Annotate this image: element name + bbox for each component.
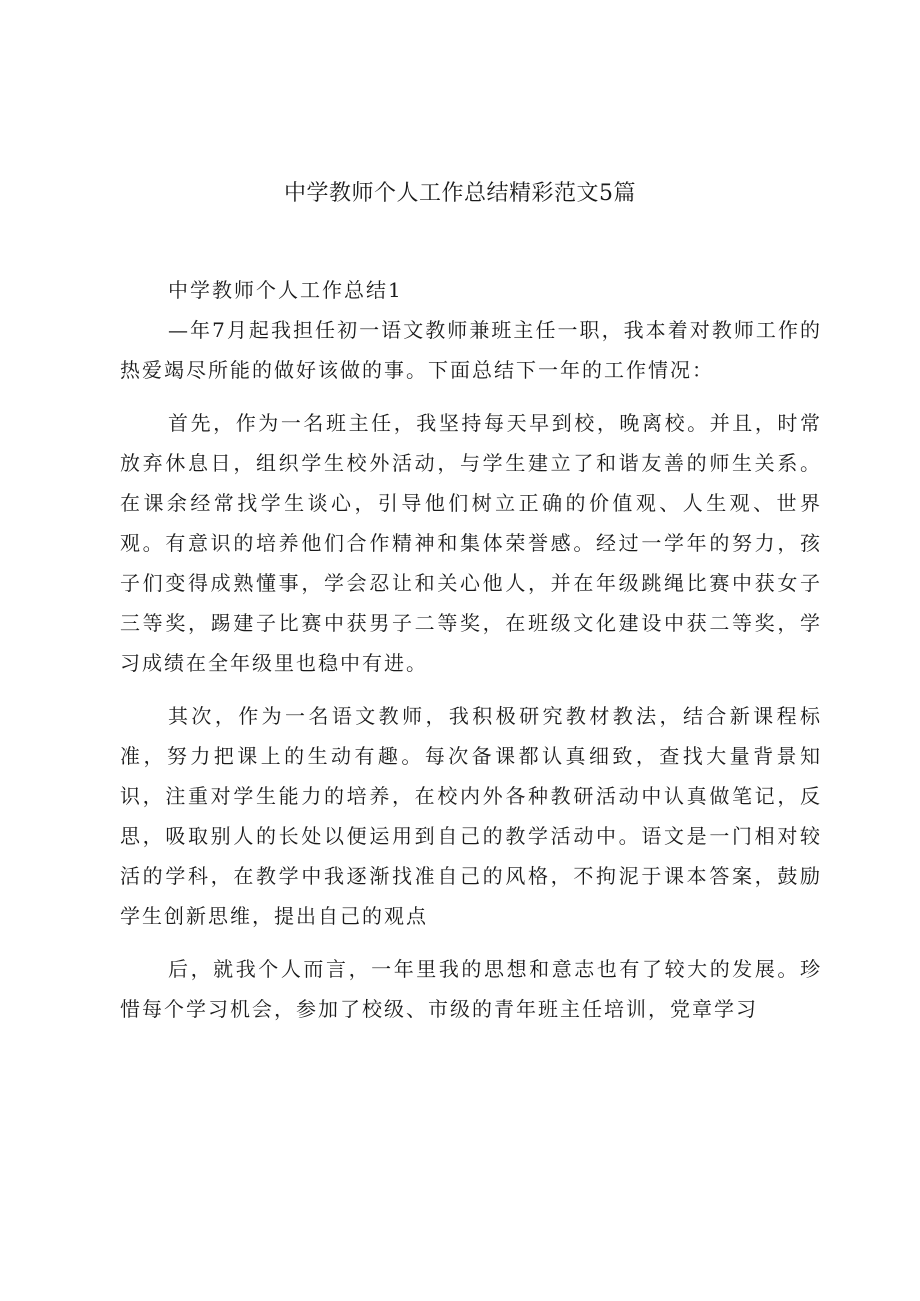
paragraph-class-teacher: 首先，作为一名班主任，我坚持每天早到校，晚离校。并且，时常放弃休息日，组织学生校外活动，与学生建立了和谐友善的师生关系。在课余经常找学生谈心，引导他们树立正确的价值观、人生观、世界观。有意识的培养他们合作精神和集体荣誉感。经过一学年的努力，孩子们变得成熟懂事，学会忍让和关心他人，并在年级跳绳比赛中获女子三等奖，踢建子比赛中获男子二等奖，在班级文化建设中获二等奖，学习成绩在全年级里也稳中有进。 (120, 411, 822, 675)
paragraph-personal-growth: 后，就我个人而言，一年里我的思想和意志也有了较大的发展。珍惜每个学习机会，参加了校级、市级的青年班主任培训，党章学习 (120, 957, 822, 1021)
document-title: 中学教师个人工作总结精彩范文5篇 (284, 181, 636, 206)
document-body (120, 270, 822, 1029)
paragraph-intro: —年7月起我担任初一语文教师兼班主任一职，我本着对教师工作的热爱竭尽所能的做好该做的事。下面总结下一年的工作情况： (120, 318, 822, 382)
paragraph-chinese-teacher: 其次，作为一名语文教师，我积极研究教材教法，结合新课程标准，努力把课上的生动有趣。每次备课都认真细致，查找大量背景知识，注重对学生能力的培养，在校内外各种教研活动中认真做笔记，反思，吸取别人的长处以便运用到自己的教学活动中。语文是一门相对较活的学科，在教学中我逐渐找准自己的风格，不拘泥于课本答案，鼓励学生创新思维，提出自己的观点 (120, 704, 822, 928)
section-heading: 中学教师个人工作总结1 (168, 278, 403, 302)
